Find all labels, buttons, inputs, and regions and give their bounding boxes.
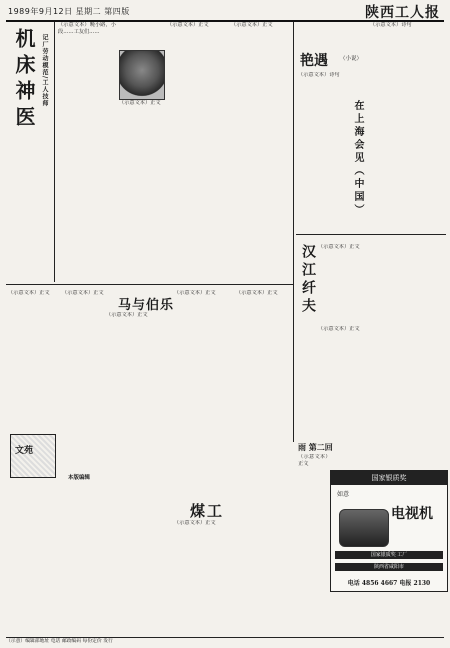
- main-col-2: （示意文本）正文: [119, 100, 161, 106]
- vertical-caption: 在上海会见（中国）: [352, 100, 363, 217]
- ad-brand-mark: 如意: [337, 491, 350, 498]
- ad-phone: 电话 4856 4667 电报 2130: [347, 580, 431, 587]
- main-col-3: （示意文本）正文: [167, 22, 209, 28]
- section-logo-text: 文苑: [15, 446, 34, 456]
- portrait-photo: [119, 50, 165, 100]
- ad-line-1: 国家银质奖 工厂: [335, 551, 443, 559]
- headline-tracker: 汉江纤夫: [300, 244, 316, 316]
- column-rule: [54, 22, 55, 282]
- ad-line-2: 陕西省咸阳市: [335, 563, 443, 571]
- poem-col-1: （示意文本）诗句: [298, 72, 340, 78]
- subhead-section: 记厂劳动模范/工人技师: [41, 34, 48, 108]
- ad-banner: 国家银质奖: [331, 471, 447, 485]
- horse-col-2: （示意文本）正文: [174, 290, 216, 296]
- bottom-left-col-2: （示意文本）正文: [62, 290, 104, 296]
- headline-rain: 雨 第二回: [298, 442, 333, 452]
- main-col-4: （示意文本）正文: [231, 22, 273, 28]
- headline-coal: 煤工: [190, 502, 225, 520]
- section-rule: [296, 234, 446, 235]
- headline-poem: 艳遇: [300, 53, 328, 69]
- headline-machine-doctor: 机床神医: [12, 28, 36, 132]
- masthead-date: 1989年9月12日 星期二 第四版: [8, 7, 130, 16]
- section-logo: [10, 434, 56, 478]
- bottom-left-col-1: （示意文本）正文: [8, 290, 50, 296]
- tracker-col-1: （示意文本）正文: [318, 244, 360, 250]
- rain-col-1: （示意文本）正文: [298, 454, 328, 467]
- coal-col-1: （示意文本）正文: [174, 520, 216, 526]
- column-tag: 本版编辑: [68, 475, 91, 481]
- ad-product: 电视机: [391, 506, 433, 522]
- horse-col-3: （示意文本）正文: [236, 290, 278, 296]
- section-rule: [6, 284, 294, 285]
- poem-col-2: （示意文本）诗句: [370, 22, 412, 28]
- horse-col-1: （示意文本）正文: [106, 312, 148, 318]
- column-rule: [293, 22, 294, 442]
- tv-image-icon: [339, 509, 389, 547]
- poem-author: （小说）: [340, 56, 363, 62]
- tv-advertisement: [330, 470, 448, 592]
- main-col-1: （示意文本）晚小路，小段……工友们……: [58, 22, 116, 35]
- page-footer: （示意）编辑部地址 电话 邮政编码 每份定价 发行: [6, 637, 444, 646]
- masthead-title: 陕西工人报: [365, 5, 440, 21]
- masthead: [6, 4, 444, 22]
- tracker-col-2: （示意文本）正文: [318, 326, 360, 332]
- headline-horse: 马与伯乐: [118, 298, 175, 313]
